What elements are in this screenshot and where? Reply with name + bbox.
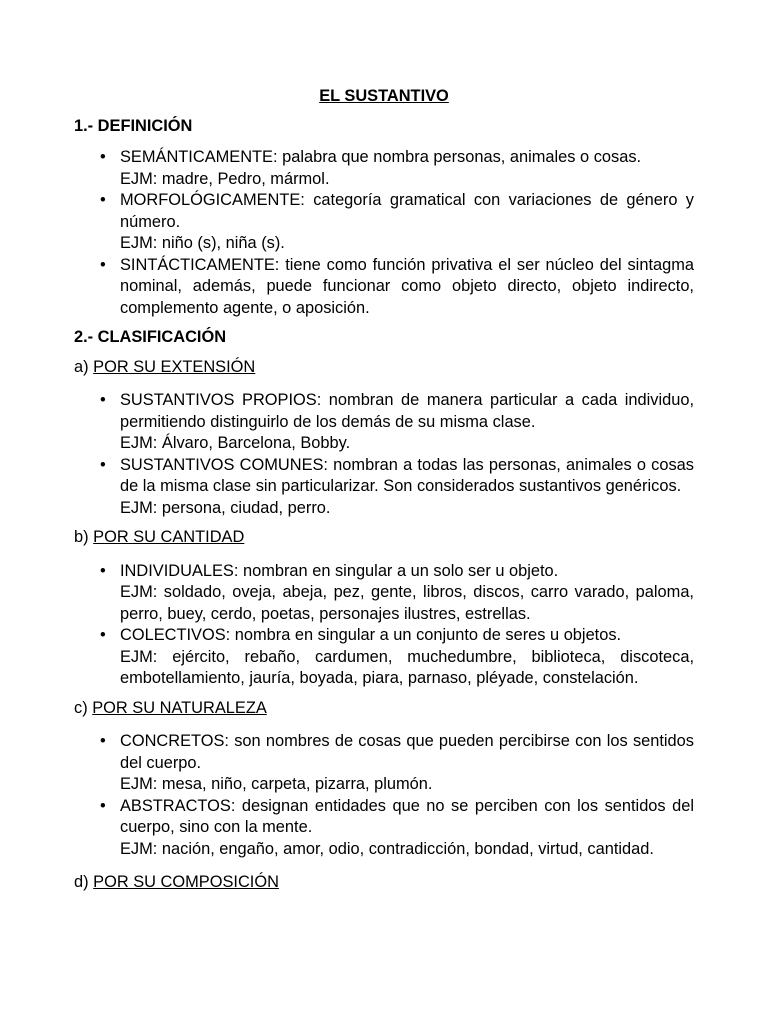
- subheading-cantidad: [74, 527, 694, 549]
- bullet-icon: •: [100, 391, 106, 409]
- item-example: EJM: soldado, oveja, abeja, pez, gente, libros, discos, carro varado, paloma, perro, buey, cerdo, poetas, personajes ilustres, estrellas.: [120, 583, 694, 623]
- subheading-prefix: c): [74, 698, 93, 717]
- bullet-icon: •: [100, 626, 106, 644]
- section-heading-clasificacion: 2.- CLASIFICACIÓN: [74, 328, 227, 346]
- subheading-extension: [74, 357, 694, 379]
- item-text: MORFOLÓGICAMENTE: categoría gramatical con variaciones de género y número.: [120, 191, 694, 231]
- item-example: EJM: madre, Pedro, mármol.: [120, 169, 330, 188]
- subheading-label: POR SU EXTENSIÓN: [93, 357, 256, 376]
- subheading-prefix: a): [74, 357, 94, 376]
- item-text: SUSTANTIVOS COMUNES: nombran a todas las personas, animales o cosas de la misma clase sin particularizar. Son considerados sustantivos genéricos.: [120, 455, 694, 495]
- list-item: [74, 731, 694, 796]
- bullet-icon: •: [100, 561, 106, 580]
- subheading-composicion: [74, 872, 694, 894]
- item-text: INDIVIDUALES: nombran en singular a un solo ser u objeto.: [120, 561, 559, 580]
- item-text: COLECTIVOS: nombra en singular a un conjunto de seres u objetos.: [120, 626, 622, 644]
- extension-list: [74, 390, 694, 519]
- item-text: ABSTRACTOS: designan entidades que no se perciben con los sentidos del cuerpo, sino con la mente.: [120, 796, 694, 836]
- bullet-icon: •: [100, 732, 106, 750]
- bullet-icon: •: [100, 796, 106, 815]
- document-title: EL SUSTANTIVO: [319, 87, 449, 105]
- list-item: [74, 147, 694, 190]
- section-heading-definicion: 1.- DEFINICIÓN: [74, 116, 193, 135]
- item-example: EJM: mesa, niño, carpeta, pizarra, plumón.: [120, 775, 433, 793]
- cantidad-list: [74, 561, 694, 690]
- item-text: SINTÁCTICAMENTE: tiene como función privativa el ser núcleo del sintagma nominal, además, puede funcionar como objeto directo, objeto indirecto, complemento agente, o aposición.: [120, 255, 694, 317]
- item-example: EJM: persona, ciudad, perro.: [120, 498, 331, 517]
- list-item: [74, 625, 694, 690]
- list-item: [74, 796, 694, 861]
- list-item: [74, 561, 694, 626]
- bullet-icon: •: [100, 148, 106, 166]
- item-example: EJM: nación, engaño, amor, odio, contradicción, bondad, virtud, cantidad.: [120, 839, 654, 858]
- list-item: [74, 390, 694, 455]
- item-text: SEMÁNTICAMENTE: palabra que nombra personas, animales o cosas.: [120, 148, 642, 166]
- subheading-naturaleza: [74, 698, 694, 720]
- item-example: EJM: niño (s), niña (s).: [120, 234, 285, 252]
- bullet-icon: •: [100, 255, 106, 274]
- list-item: [74, 255, 694, 320]
- subheading-label: POR SU COMPOSICIÓN: [93, 873, 279, 891]
- definicion-list: [74, 147, 694, 319]
- subheading-prefix: b): [74, 528, 94, 546]
- bullet-icon: •: [100, 191, 106, 209]
- naturaleza-list: [74, 731, 694, 860]
- item-text: SUSTANTIVOS PROPIOS: nombran de manera particular a cada individuo, permitiendo distinguirlo de los demás de su misma clase.: [120, 391, 694, 431]
- list-item: [74, 455, 694, 520]
- subheading-label: POR SU NATURALEZA: [92, 698, 267, 717]
- item-text: CONCRETOS: son nombres de cosas que pueden percibirse con los sentidos del cuerpo.: [120, 732, 694, 772]
- subheading-prefix: d): [74, 873, 94, 891]
- list-item: [74, 190, 694, 255]
- item-example: EJM: ejército, rebaño, cardumen, muchedumbre, biblioteca, discoteca, embotellamiento, jauría, boyada, piara, parnaso, pléyade, constelación.: [120, 647, 694, 687]
- bullet-icon: •: [100, 455, 106, 474]
- item-example: EJM: Álvaro, Barcelona, Bobby.: [120, 434, 351, 452]
- subheading-label: POR SU CANTIDAD: [93, 528, 245, 546]
